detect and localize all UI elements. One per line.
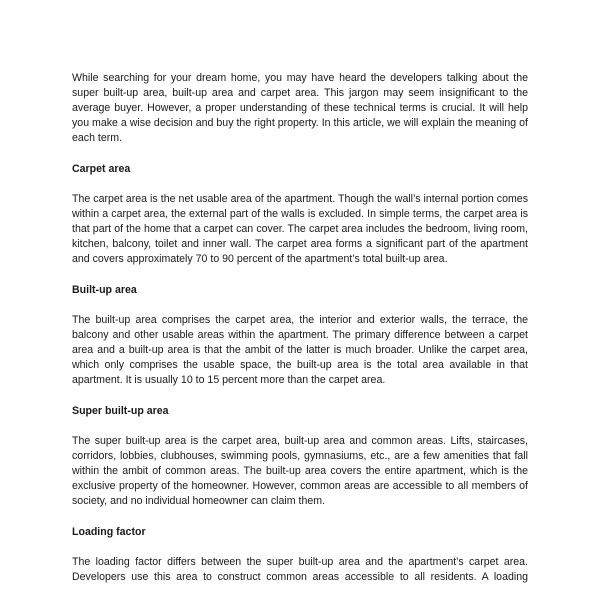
paragraph-loading-factor: The loading factor differs between the super built-up area and the apartment’s carpet area. Developers use this area to construct common areas accessible to all residents. A loading: [72, 556, 528, 583]
heading-loading-factor: Loading factor: [72, 526, 146, 538]
document-page: [72, 71, 528, 585]
intro-paragraph: While searching for your dream home, you may have heard the developers talking about the super built-up area, built-up area and carpet area. This jargon may seem insignificant to the average buyer. However, a proper understanding of these technical terms is crucial. It will help you make a wise decision and buy the right property. In this article, we will explain the meaning of each term.: [72, 72, 528, 144]
paragraph-carpet-area: The carpet area is the net usable area of the apartment. Though the wall’s internal portion comes within a carpet area, the external part of the walls is excluded. In simple terms, the carpet area is that part of the home that a carpet can cover. The carpet area includes the bedroom, living room, kitchen, balcony, toilet and inner wall. The carpet area forms a significant part of the apartment and covers approximately 70 to 90 percent of the apartment’s total built-up area.: [72, 193, 528, 265]
heading-carpet-area: Carpet area: [72, 163, 131, 175]
paragraph-super-built-up-area: The super built-up area is the carpet area, built-up area and common areas. Lifts, staircases, corridors, lobbies, clubhouses, swimming pools, gymnasiums, etc., are a few amenities that fall within the ambit of common areas. The built-up area covers the entire apartment, which is the exclusive property of the homeowner. However, common areas are accessible to all members of society, and no individual homeowner can claim them.: [72, 435, 528, 507]
paragraph-built-up-area: The built-up area comprises the carpet area, the interior and exterior walls, the terrace, the balcony and other usable areas within the apartment. The primary difference between a carpet area and a built-up area is that the ambit of the latter is much broader. Unlike the carpet area, which only comprises the usable space, the built-up area is the total area available in that apartment. It is usually 10 to 15 percent more than the carpet area.: [72, 314, 528, 386]
heading-built-up-area: Built-up area: [72, 284, 137, 296]
heading-super-built-up-area: Super built-up area: [72, 405, 169, 417]
